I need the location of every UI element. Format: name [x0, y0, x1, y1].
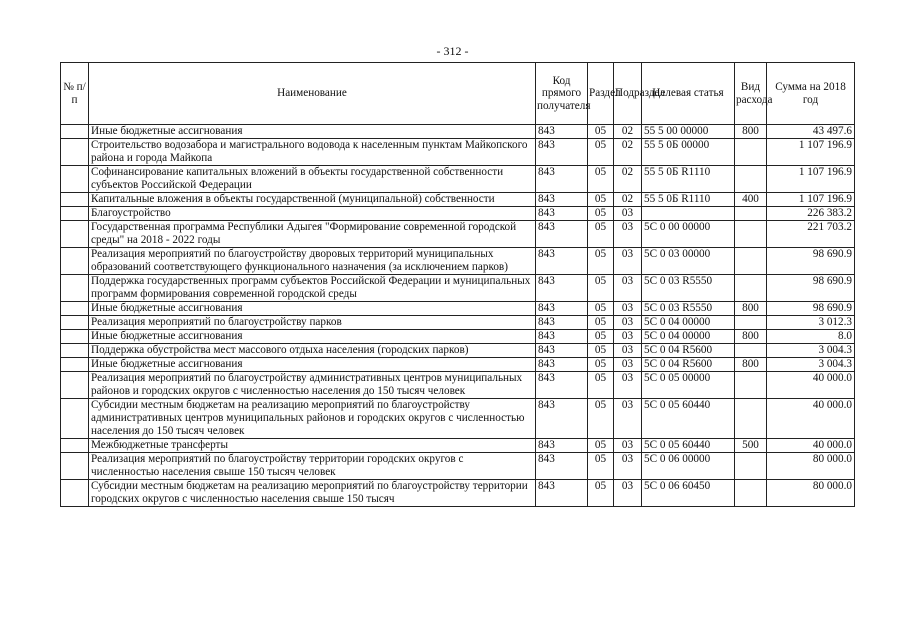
cell-target: 5С 0 06 00000: [642, 453, 735, 480]
cell-vid: [735, 248, 767, 275]
cell-target: 5С 0 04 00000: [642, 316, 735, 330]
cell-vid: [735, 207, 767, 221]
cell-sum: 221 703.2: [767, 221, 855, 248]
cell-vid: [735, 275, 767, 302]
cell-vid: 800: [735, 358, 767, 372]
table-row: [61, 166, 855, 193]
cell-razdel: 05: [588, 330, 614, 344]
cell-target: 55 5 0Б R1110: [642, 166, 735, 193]
cell-num: [61, 316, 89, 330]
cell-razdel: 05: [588, 193, 614, 207]
cell-num: [61, 439, 89, 453]
cell-sum: 43 497.6: [767, 125, 855, 139]
cell-target: 5С 0 05 60440: [642, 439, 735, 453]
cell-name: Субсидии местным бюджетам на реализацию мероприятий по благоустройству территории городских округов с численностью населения свыше 150 тысяч: [89, 480, 536, 507]
cell-vid: 800: [735, 302, 767, 316]
table-row: [61, 480, 855, 507]
cell-podrazdel: 03: [614, 302, 642, 316]
cell-podrazdel: 03: [614, 399, 642, 439]
cell-code: 843: [536, 275, 588, 302]
cell-vid: [735, 399, 767, 439]
cell-code: 843: [536, 358, 588, 372]
cell-num: [61, 221, 89, 248]
cell-vid: [735, 221, 767, 248]
cell-code: 843: [536, 453, 588, 480]
cell-podrazdel: 03: [614, 275, 642, 302]
cell-podrazdel: 03: [614, 439, 642, 453]
cell-name: Реализация мероприятий по благоустройству административных центров муниципальных районов и городских округов с численностью населения до 150 тысяч человек: [89, 372, 536, 399]
cell-sum: 8.0: [767, 330, 855, 344]
cell-name: Иные бюджетные ассигнования: [89, 358, 536, 372]
table-row: [61, 221, 855, 248]
cell-razdel: 05: [588, 316, 614, 330]
cell-sum: 98 690.9: [767, 275, 855, 302]
cell-sum: 226 383.2: [767, 207, 855, 221]
cell-razdel: 05: [588, 372, 614, 399]
table-row: [61, 344, 855, 358]
table-row: [61, 453, 855, 480]
table-row: [61, 330, 855, 344]
cell-code: 843: [536, 480, 588, 507]
cell-podrazdel: 03: [614, 480, 642, 507]
header-podrazdel: Подраздел: [614, 63, 642, 125]
table-row: [61, 207, 855, 221]
cell-podrazdel: 03: [614, 453, 642, 480]
cell-code: 843: [536, 344, 588, 358]
cell-code: 843: [536, 399, 588, 439]
cell-num: [61, 480, 89, 507]
cell-vid: [735, 480, 767, 507]
cell-razdel: 05: [588, 344, 614, 358]
cell-num: [61, 275, 89, 302]
cell-vid: [735, 453, 767, 480]
cell-razdel: 05: [588, 166, 614, 193]
cell-num: [61, 207, 89, 221]
cell-num: [61, 453, 89, 480]
cell-name: Реализация мероприятий по благоустройству дворовых территорий муниципальных образований соответствующего функционального назначения (за исключением парков): [89, 248, 536, 275]
cell-num: [61, 302, 89, 316]
cell-vid: [735, 166, 767, 193]
table-row: [61, 372, 855, 399]
cell-target: 5С 0 03 R5550: [642, 275, 735, 302]
cell-razdel: 05: [588, 399, 614, 439]
cell-name: Софинансирование капитальных вложений в объекты государственной собственности субъектов Российской Федерации: [89, 166, 536, 193]
table-row: [61, 248, 855, 275]
cell-target: 5С 0 04 00000: [642, 330, 735, 344]
table-row: [61, 125, 855, 139]
table-row: [61, 139, 855, 166]
cell-code: 843: [536, 193, 588, 207]
cell-sum: 98 690.9: [767, 248, 855, 275]
cell-razdel: 05: [588, 302, 614, 316]
cell-target: 5С 0 00 00000: [642, 221, 735, 248]
cell-target: 5С 0 05 60440: [642, 399, 735, 439]
cell-name: Иные бюджетные ассигнования: [89, 302, 536, 316]
cell-podrazdel: 03: [614, 372, 642, 399]
cell-code: 843: [536, 372, 588, 399]
cell-podrazdel: 03: [614, 344, 642, 358]
cell-name: Межбюджетные трансферты: [89, 439, 536, 453]
cell-sum: 80 000.0: [767, 453, 855, 480]
cell-vid: [735, 139, 767, 166]
cell-num: [61, 399, 89, 439]
cell-num: [61, 139, 89, 166]
cell-sum: 40 000.0: [767, 439, 855, 453]
cell-code: 843: [536, 139, 588, 166]
cell-razdel: 05: [588, 125, 614, 139]
cell-sum: 40 000.0: [767, 399, 855, 439]
cell-target: [642, 207, 735, 221]
cell-code: 843: [536, 166, 588, 193]
cell-num: [61, 193, 89, 207]
cell-razdel: 05: [588, 358, 614, 372]
cell-vid: [735, 316, 767, 330]
cell-name: Благоустройство: [89, 207, 536, 221]
cell-razdel: 05: [588, 207, 614, 221]
header-code: Код прямого получателя: [536, 63, 588, 125]
cell-podrazdel: 03: [614, 316, 642, 330]
cell-razdel: 05: [588, 221, 614, 248]
cell-podrazdel: 02: [614, 125, 642, 139]
table-row: [61, 358, 855, 372]
table-row: [61, 316, 855, 330]
cell-target: 55 5 0Б R1110: [642, 193, 735, 207]
header-vid: Вид расхода: [735, 63, 767, 125]
cell-name: Капитальные вложения в объекты государственной (муниципальной) собственности: [89, 193, 536, 207]
cell-razdel: 05: [588, 439, 614, 453]
header-name: Наименование: [89, 63, 536, 125]
cell-sum: 3 004.3: [767, 358, 855, 372]
table-row: [61, 399, 855, 439]
cell-num: [61, 358, 89, 372]
cell-vid: [735, 372, 767, 399]
cell-target: 5С 0 06 60450: [642, 480, 735, 507]
cell-podrazdel: 03: [614, 248, 642, 275]
cell-name: Реализация мероприятий по благоустройству парков: [89, 316, 536, 330]
cell-code: 843: [536, 330, 588, 344]
table-row: [61, 275, 855, 302]
cell-sum: 98 690.9: [767, 302, 855, 316]
cell-num: [61, 248, 89, 275]
cell-target: 5С 0 05 00000: [642, 372, 735, 399]
cell-code: 843: [536, 316, 588, 330]
cell-num: [61, 330, 89, 344]
cell-podrazdel: 03: [614, 358, 642, 372]
cell-vid: [735, 344, 767, 358]
cell-code: 843: [536, 207, 588, 221]
cell-podrazdel: 03: [614, 330, 642, 344]
cell-name: Иные бюджетные ассигнования: [89, 125, 536, 139]
table-row: [61, 193, 855, 207]
cell-razdel: 05: [588, 480, 614, 507]
cell-razdel: 05: [588, 248, 614, 275]
cell-podrazdel: 03: [614, 221, 642, 248]
cell-podrazdel: 03: [614, 207, 642, 221]
cell-target: 55 5 0Б 00000: [642, 139, 735, 166]
page-number: - 312 -: [436, 44, 469, 58]
cell-podrazdel: 02: [614, 193, 642, 207]
cell-code: 843: [536, 125, 588, 139]
cell-code: 843: [536, 302, 588, 316]
cell-sum: 3 004.3: [767, 344, 855, 358]
cell-num: [61, 166, 89, 193]
cell-code: 843: [536, 221, 588, 248]
cell-sum: 1 107 196.9: [767, 193, 855, 207]
cell-name: Государственная программа Республики Адыгея "Формирование современной городской среды" на 2018 - 2022 годы: [89, 221, 536, 248]
cell-name: Строительство водозабора и магистрального водовода к населенным пунктам Майкопского района и города Майкопа: [89, 139, 536, 166]
table-body: [61, 125, 855, 507]
cell-target: 5С 0 03 00000: [642, 248, 735, 275]
cell-podrazdel: 02: [614, 139, 642, 166]
cell-razdel: 05: [588, 275, 614, 302]
cell-sum: 3 012.3: [767, 316, 855, 330]
cell-target: 55 5 00 00000: [642, 125, 735, 139]
cell-name: Поддержка государственных программ субъектов Российской Федерации и муниципальных программ формирования современной городской среды: [89, 275, 536, 302]
cell-razdel: 05: [588, 453, 614, 480]
cell-sum: 40 000.0: [767, 372, 855, 399]
cell-vid: 800: [735, 330, 767, 344]
cell-razdel: 05: [588, 139, 614, 166]
header-target: Целевая статья: [642, 63, 735, 125]
cell-sum: 80 000.0: [767, 480, 855, 507]
table-row: [61, 302, 855, 316]
table-header-row: [61, 63, 855, 125]
cell-vid: 800: [735, 125, 767, 139]
header-sum: Сумма на 2018 год: [767, 63, 855, 125]
cell-name: Иные бюджетные ассигнования: [89, 330, 536, 344]
cell-num: [61, 125, 89, 139]
cell-code: 843: [536, 248, 588, 275]
header-razdel: Раздел: [588, 63, 614, 125]
cell-num: [61, 372, 89, 399]
cell-sum: 1 107 196.9: [767, 139, 855, 166]
budget-table: [60, 62, 855, 507]
cell-code: 843: [536, 439, 588, 453]
cell-name: Субсидии местным бюджетам на реализацию мероприятий по благоустройству административных центров муниципальных районов и городских округов с численностью населения до 150 тысяч человек: [89, 399, 536, 439]
cell-vid: 500: [735, 439, 767, 453]
cell-num: [61, 344, 89, 358]
cell-name: Реализация мероприятий по благоустройству территории городских округов с численностью населения свыше 150 тысяч человек: [89, 453, 536, 480]
cell-podrazdel: 02: [614, 166, 642, 193]
table-row: [61, 439, 855, 453]
cell-target: 5С 0 04 R5600: [642, 344, 735, 358]
cell-target: 5С 0 04 R5600: [642, 358, 735, 372]
cell-vid: 400: [735, 193, 767, 207]
header-num: № п/п: [61, 63, 89, 125]
cell-target: 5С 0 03 R5550: [642, 302, 735, 316]
cell-name: Поддержка обустройства мест массового отдыха населения (городских парков): [89, 344, 536, 358]
cell-sum: 1 107 196.9: [767, 166, 855, 193]
